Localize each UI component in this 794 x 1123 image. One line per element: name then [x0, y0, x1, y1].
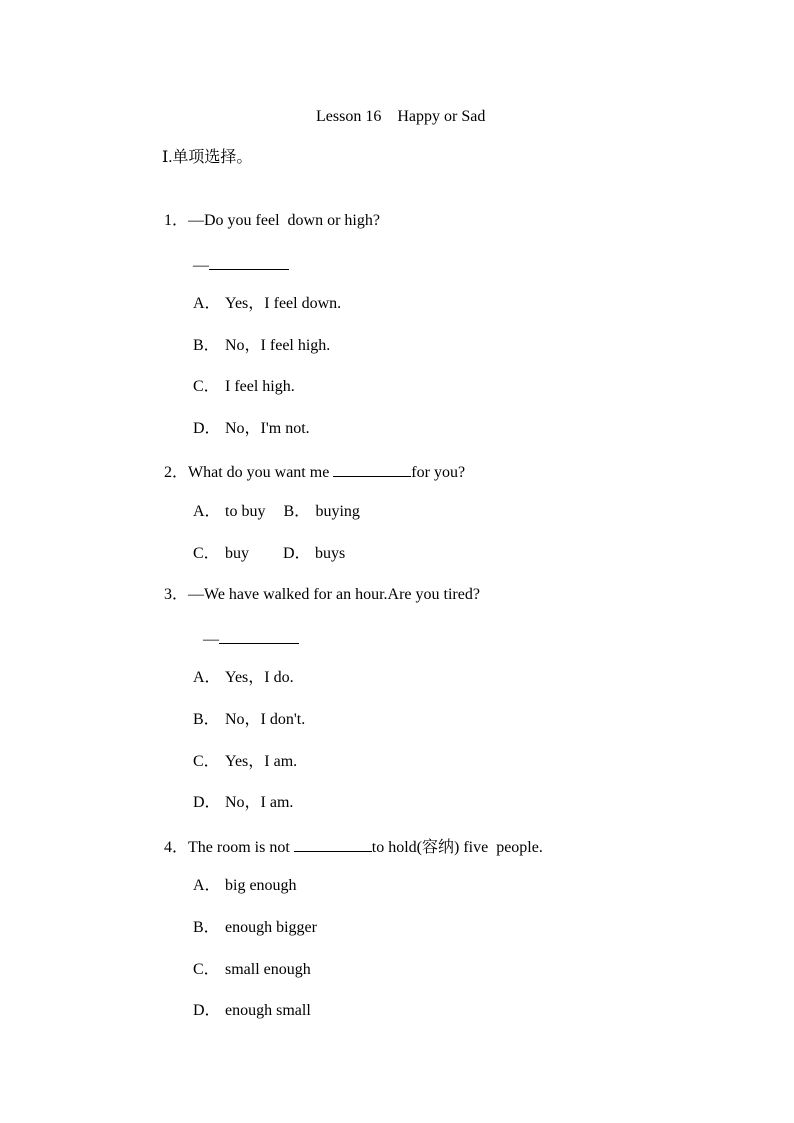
question-text: —We have walked for an hour.Are you tired?	[188, 586, 480, 603]
answer-line-1	[185, 233, 289, 276]
option-4c[interactable]	[185, 940, 311, 980]
option-row-2b	[185, 524, 345, 564]
option-text: Yes，I do.	[225, 669, 294, 686]
option-letter: B．	[193, 711, 220, 728]
option-letter: B．	[283, 503, 311, 520]
option-letter: C．	[193, 545, 220, 562]
option-1c[interactable]	[185, 357, 295, 397]
option-letter: A．	[193, 669, 221, 686]
option-4d[interactable]	[185, 981, 311, 1021]
option-text: buying	[315, 503, 360, 520]
answer-blank[interactable]	[333, 460, 411, 477]
answer-blank[interactable]	[294, 835, 372, 852]
option-letter: A．	[193, 503, 221, 520]
option-letter: D．	[193, 420, 221, 437]
option-letter: A．	[193, 877, 221, 894]
option-letter: B．	[193, 337, 220, 354]
option-text: buy	[225, 545, 249, 562]
answer-line-3	[195, 607, 299, 650]
option-1b[interactable]	[185, 316, 330, 356]
option-3d[interactable]	[185, 773, 293, 813]
option-2a[interactable]	[193, 503, 265, 520]
question-2	[156, 440, 465, 483]
option-4a[interactable]	[185, 856, 297, 896]
question-text-after: to hold(容纳) five people.	[371, 839, 543, 856]
option-text: big enough	[225, 877, 297, 894]
answer-blank[interactable]	[219, 627, 299, 644]
question-number: 2．	[164, 464, 189, 481]
option-letter: B．	[193, 919, 220, 936]
question-4	[156, 815, 543, 858]
question-number: 1．	[164, 212, 189, 229]
option-2b[interactable]	[283, 503, 359, 520]
option-1d[interactable]	[185, 399, 310, 439]
option-3a[interactable]	[185, 648, 294, 688]
option-2c[interactable]	[193, 545, 249, 562]
page-title: Lesson 16 Happy or Sad	[316, 108, 486, 125]
option-3c[interactable]	[185, 732, 297, 772]
option-letter: D．	[283, 545, 311, 562]
option-text: No，I don't.	[225, 711, 306, 728]
question-1	[156, 191, 380, 231]
option-letter: D．	[193, 1002, 221, 1019]
answer-blank[interactable]	[209, 253, 289, 270]
option-text: Yes，I feel down.	[225, 295, 342, 312]
option-letter: A．	[193, 295, 221, 312]
option-text: Yes，I am.	[225, 753, 298, 770]
option-text: buys	[315, 545, 346, 562]
dash: —	[203, 631, 219, 648]
option-text: No，I'm not.	[225, 420, 310, 437]
option-text: No，I feel high.	[225, 337, 331, 354]
option-2d[interactable]	[283, 545, 345, 562]
question-text-before: The room is not	[188, 839, 294, 856]
option-letter: C．	[193, 378, 220, 395]
question-number: 4．	[164, 839, 189, 856]
option-letter: C．	[193, 961, 220, 978]
option-text: enough small	[225, 1002, 311, 1019]
option-letter: C．	[193, 753, 220, 770]
question-number: 3．	[164, 586, 189, 603]
option-4b[interactable]	[185, 898, 317, 938]
section-heading: Ⅰ.单项选择。	[162, 149, 253, 166]
option-text: I feel high.	[225, 378, 295, 395]
question-text-after: for you?	[411, 464, 466, 481]
option-3b[interactable]	[185, 690, 305, 730]
question-3	[156, 565, 480, 605]
question-text: —Do you feel down or high?	[188, 212, 380, 229]
dash: —	[193, 257, 209, 274]
option-text: enough bigger	[225, 919, 317, 936]
option-text: to buy	[225, 503, 266, 520]
option-text: No，I am.	[225, 794, 294, 811]
option-1a[interactable]	[185, 274, 341, 314]
option-row-2a	[185, 482, 360, 522]
option-text: small enough	[225, 961, 311, 978]
question-text-before: What do you want me	[188, 464, 334, 481]
option-letter: D．	[193, 794, 221, 811]
